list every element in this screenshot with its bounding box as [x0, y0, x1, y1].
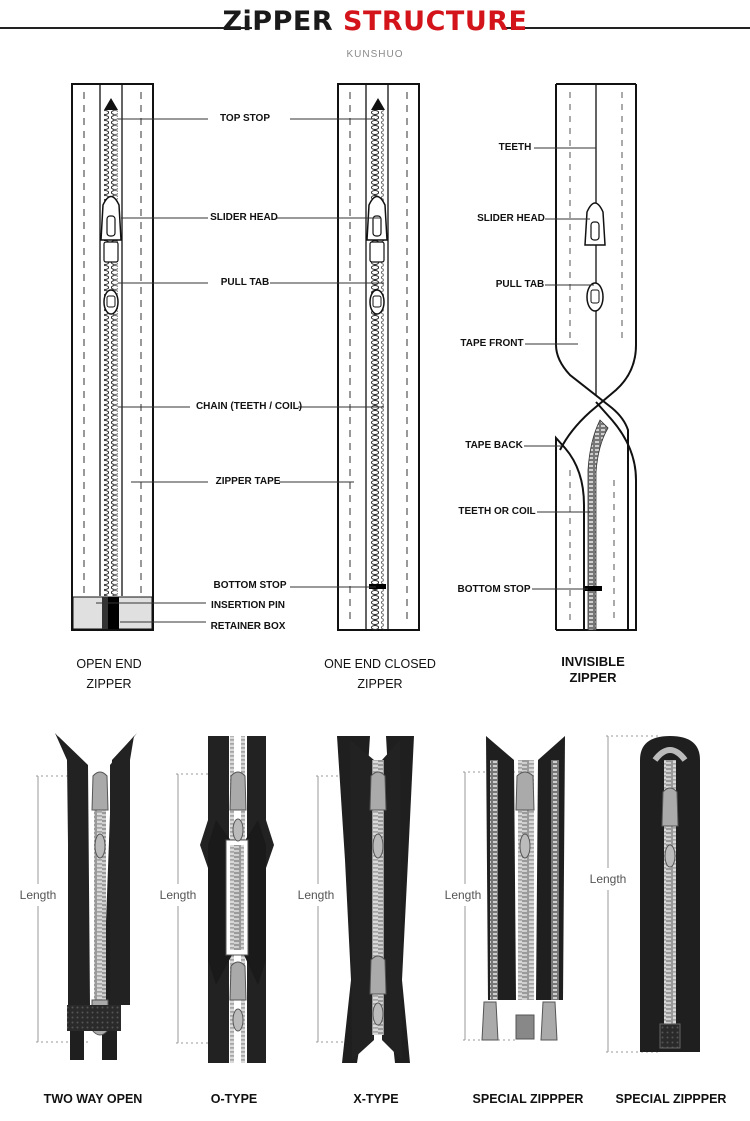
- caption-open-end: [76, 654, 141, 694]
- open-end-zipper-diagram: [72, 84, 153, 630]
- length-label-2: Length: [159, 888, 197, 902]
- retainer-box-shape: [108, 597, 119, 629]
- x-type-zipper-image: [337, 736, 414, 1063]
- label-insertion-pin: INSERTION PIN: [211, 600, 285, 611]
- caption-one-end-closed-line1: ONE END CLOSED: [324, 657, 436, 671]
- label-teeth-or-coil: TEETH OR COIL: [458, 506, 536, 517]
- label-slider-head: SLIDER HEAD: [210, 212, 278, 223]
- label-pull-tab: PULL TAB: [220, 277, 270, 288]
- two-way-open-zipper-image: [55, 733, 137, 1060]
- caption-open-end-line2: ZIPPER: [86, 677, 132, 691]
- label-retainer-box: RETAINER BOX: [210, 621, 286, 632]
- caption-open-end-line1: OPEN END: [76, 657, 142, 671]
- caption-invisible-line2: ZIPPER: [569, 670, 617, 685]
- caption-special-2: SPECIAL ZIPPPER: [615, 1092, 727, 1106]
- label-teeth: TEETH: [498, 142, 532, 153]
- caption-one-end-closed: [324, 654, 436, 694]
- title-word-2: STRUCTURE: [343, 6, 528, 37]
- length-label-4: Length: [444, 888, 482, 902]
- label-inv-slider-head: SLIDER HEAD: [477, 213, 545, 224]
- special-zipper-2-image: [640, 736, 700, 1052]
- length-label-3: Length: [297, 888, 335, 902]
- title-word-1: ZiPPER: [222, 6, 334, 37]
- caption-x-type: X-TYPE: [353, 1092, 399, 1106]
- length-label-5: Length: [589, 872, 627, 886]
- label-bottom-stop: BOTTOM STOP: [213, 580, 287, 591]
- caption-special-1: SPECIAL ZIPPPER: [472, 1092, 584, 1106]
- label-zipper-tape: ZIPPER TAPE: [215, 476, 281, 487]
- label-tape-front: TAPE FRONT: [460, 338, 524, 349]
- page-title: [0, 6, 750, 37]
- caption-invisible: [561, 654, 625, 686]
- special-zipper-1-image: [482, 736, 565, 1040]
- caption-invisible-line1: INVISIBLE: [561, 654, 625, 669]
- label-chain: CHAIN (TEETH / COIL): [195, 401, 303, 412]
- one-end-closed-zipper-diagram: [338, 84, 419, 630]
- invisible-coil: [588, 420, 608, 630]
- label-inv-pull-tab: PULL TAB: [495, 279, 545, 290]
- label-inv-bottom-stop: BOTTOM STOP: [457, 584, 531, 595]
- label-tape-back: TAPE BACK: [465, 440, 523, 451]
- invisible-zipper-diagram: [556, 84, 636, 630]
- caption-o-type: O-TYPE: [210, 1092, 258, 1106]
- label-top-stop: TOP STOP: [219, 113, 271, 124]
- caption-one-end-closed-line2: ZIPPER: [357, 677, 403, 691]
- brand-name: KUNSHUO: [346, 49, 404, 60]
- caption-two-way-open: TWO WAY OPEN: [43, 1092, 143, 1106]
- length-label-1: Length: [19, 888, 57, 902]
- o-type-zipper-image: [200, 736, 274, 1063]
